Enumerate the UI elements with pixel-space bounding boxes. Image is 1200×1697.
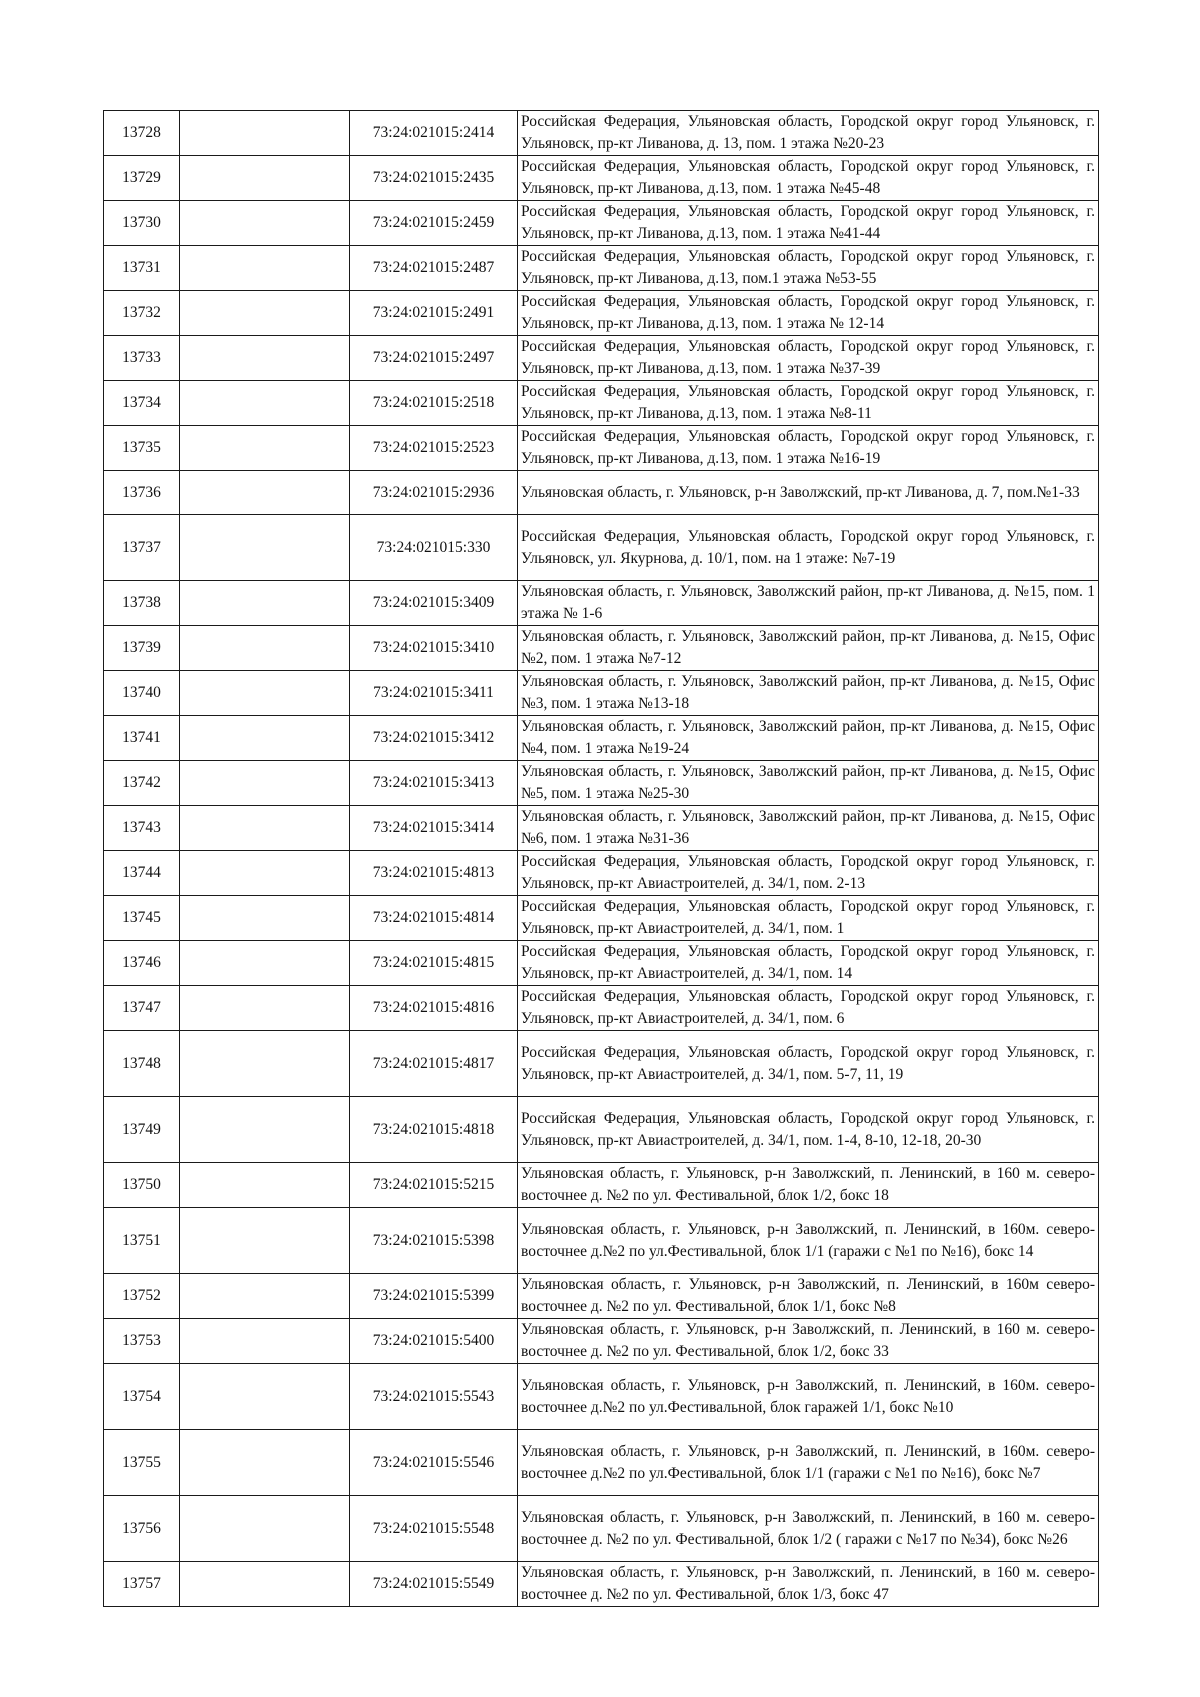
cadastral-number: 73:24:021015:2523 [350, 426, 518, 471]
row-number: 13757 [104, 1562, 180, 1607]
row-number: 13728 [104, 111, 180, 156]
cadastral-number: 73:24:021015:2518 [350, 381, 518, 426]
table-row [104, 986, 1099, 1031]
table-row [104, 111, 1099, 156]
address: Ульяновская область, г. Ульяновск, р-н Заволжский, п. Ленинский, в 160м. северо-восточнее д.№2 по ул.Фестивальной, блок гаражей 1/1, бокс №10 [518, 1364, 1099, 1430]
address: Российская Федерация, Ульяновская область, Городской округ город Ульяновск, г. Ульяновск, пр-кт Авиастроителей, д. 34/1, пом. 1 [518, 896, 1099, 941]
table-row [104, 1430, 1099, 1496]
empty-cell [180, 1562, 350, 1607]
table-row [104, 1496, 1099, 1562]
table-row [104, 626, 1099, 671]
row-number: 13740 [104, 671, 180, 716]
empty-cell [180, 1364, 350, 1430]
cadastral-number: 73:24:021015:4817 [350, 1031, 518, 1097]
table-row [104, 336, 1099, 381]
cadastral-number: 73:24:021015:2414 [350, 111, 518, 156]
cadastral-number: 73:24:021015:3413 [350, 761, 518, 806]
row-number: 13753 [104, 1319, 180, 1364]
row-number: 13754 [104, 1364, 180, 1430]
cadastral-number: 73:24:021015:4815 [350, 941, 518, 986]
table-row [104, 716, 1099, 761]
table-row [104, 941, 1099, 986]
table-row [104, 1097, 1099, 1163]
row-number: 13734 [104, 381, 180, 426]
table-row [104, 156, 1099, 201]
empty-cell [180, 336, 350, 381]
empty-cell [180, 111, 350, 156]
cadastral-number: 73:24:021015:5215 [350, 1163, 518, 1208]
address: Ульяновская область, г. Ульяновск, р-н Заволжский, п. Ленинский, в 160 м. северо-восточнее д. №2 по ул. Фестивальной, блок 1/2, бокс 33 [518, 1319, 1099, 1364]
address: Российская Федерация, Ульяновская область, Городской округ город Ульяновск, г. Ульяновск, пр-кт Авиастроителей, д. 34/1, пом. 6 [518, 986, 1099, 1031]
cadastral-number: 73:24:021015:5546 [350, 1430, 518, 1496]
row-number: 13731 [104, 246, 180, 291]
row-number: 13736 [104, 471, 180, 515]
empty-cell [180, 291, 350, 336]
row-number: 13730 [104, 201, 180, 246]
cadastral-number: 73:24:021015:2497 [350, 336, 518, 381]
row-number: 13729 [104, 156, 180, 201]
address: Ульяновская область, г. Ульяновск, р-н Заволжский, п. Ленинский, в 160м. северо-восточнее д.№2 по ул.Фестивальной, блок 1/1 (гаражи с №1 по №16), бокс 14 [518, 1208, 1099, 1274]
row-number: 13756 [104, 1496, 180, 1562]
address: Российская Федерация, Ульяновская область, Городской округ город Ульяновск, г. Ульяновск, пр-кт Ливанова, д.13, пом. 1 этажа № 12-14 [518, 291, 1099, 336]
empty-cell [180, 941, 350, 986]
row-number: 13735 [104, 426, 180, 471]
row-number: 13732 [104, 291, 180, 336]
empty-cell [180, 1274, 350, 1319]
table-row [104, 1364, 1099, 1430]
table-row [104, 1562, 1099, 1607]
table-row [104, 806, 1099, 851]
empty-cell [180, 581, 350, 626]
row-number: 13742 [104, 761, 180, 806]
row-number: 13755 [104, 1430, 180, 1496]
address: Ульяновская область, г. Ульяновск, р-н Заволжский, п. Ленинский, в 160 м. северо-восточнее д. №2 по ул. Фестивальной, блок 1/2, бокс 18 [518, 1163, 1099, 1208]
address: Ульяновская область, г. Ульяновск, р-н Заволжский, пр-кт Ливанова, д. 7, пом.№1-33 [518, 471, 1099, 515]
cadastral-number: 73:24:021015:2459 [350, 201, 518, 246]
table-row [104, 426, 1099, 471]
table-row [104, 471, 1099, 515]
address: Российская Федерация, Ульяновская область, Городской округ город Ульяновск, г. Ульяновск, пр-кт Авиастроителей, д. 34/1, пом. 14 [518, 941, 1099, 986]
cadastral-number: 73:24:021015:3410 [350, 626, 518, 671]
row-number: 13739 [104, 626, 180, 671]
empty-cell [180, 1430, 350, 1496]
table-row [104, 671, 1099, 716]
address: Российская Федерация, Ульяновская область, Городской округ город Ульяновск, г. Ульяновск, пр-кт Ливанова, д.13, пом. 1 этажа №37-39 [518, 336, 1099, 381]
cadastral-number: 73:24:021015:5400 [350, 1319, 518, 1364]
address: Ульяновская область, г. Ульяновск, р-н Заволжский, п. Ленинский, в 160 м. северо-восточнее д. №2 по ул. Фестивальной, блок 1/3, бокс 47 [518, 1562, 1099, 1607]
empty-cell [180, 1496, 350, 1562]
empty-cell [180, 716, 350, 761]
table-row [104, 515, 1099, 581]
empty-cell [180, 156, 350, 201]
row-number: 13743 [104, 806, 180, 851]
row-number: 13747 [104, 986, 180, 1031]
row-number: 13738 [104, 581, 180, 626]
table-row [104, 1319, 1099, 1364]
address: Российская Федерация, Ульяновская область, Городской округ город Ульяновск, г. Ульяновск, пр-кт Авиастроителей, д. 34/1, пом. 2-13 [518, 851, 1099, 896]
cadastral-number: 73:24:021015:4813 [350, 851, 518, 896]
empty-cell [180, 896, 350, 941]
cadastral-number: 73:24:021015:2435 [350, 156, 518, 201]
address: Ульяновская область, г. Ульяновск, Заволжский район, пр-кт Ливанова, д. №15, пом. 1 этажа № 1-6 [518, 581, 1099, 626]
cadastral-number: 73:24:021015:3414 [350, 806, 518, 851]
address: Ульяновская область, г. Ульяновск, р-н Заволжский, п. Ленинский, в 160м. северо-восточнее д.№2 по ул.Фестивальной, блок 1/1 (гаражи с №1 по №16), бокс №7 [518, 1430, 1099, 1496]
cadastral-number: 73:24:021015:5399 [350, 1274, 518, 1319]
row-number: 13746 [104, 941, 180, 986]
table-row [104, 896, 1099, 941]
empty-cell [180, 1163, 350, 1208]
row-number: 13744 [104, 851, 180, 896]
empty-cell [180, 761, 350, 806]
empty-cell [180, 1319, 350, 1364]
cadastral-number: 73:24:021015:4816 [350, 986, 518, 1031]
address: Российская Федерация, Ульяновская область, Городской округ город Ульяновск, г. Ульяновск, ул. Якурнова, д. 10/1, пом. на 1 этаже: №7-19 [518, 515, 1099, 581]
row-number: 13752 [104, 1274, 180, 1319]
address: Российская Федерация, Ульяновская область, Городской округ город Ульяновск, г. Ульяновск, пр-кт Ливанова, д.13, пом. 1 этажа №41-44 [518, 201, 1099, 246]
address: Российская Федерация, Ульяновская область, Городской округ город Ульяновск, г. Ульяновск, пр-кт Авиастроителей, д. 34/1, пом. 5-7, 11, 19 [518, 1031, 1099, 1097]
empty-cell [180, 851, 350, 896]
empty-cell [180, 806, 350, 851]
cadastral-number: 73:24:021015:2491 [350, 291, 518, 336]
table-row [104, 291, 1099, 336]
row-number: 13741 [104, 716, 180, 761]
address: Ульяновская область, г. Ульяновск, р-н Заволжский, п. Ленинский, в 160м северо-восточнее д. №2 по ул. Фестивальной, блок 1/1, бокс №8 [518, 1274, 1099, 1319]
address: Ульяновская область, г. Ульяновск, Заволжский район, пр-кт Ливанова, д. №15, Офис №6, пом. 1 этажа №31-36 [518, 806, 1099, 851]
table-row [104, 381, 1099, 426]
table-row [104, 201, 1099, 246]
table-row [104, 1163, 1099, 1208]
empty-cell [180, 515, 350, 581]
address: Ульяновская область, г. Ульяновск, р-н Заволжский, п. Ленинский, в 160 м. северо-восточнее д. №2 по ул. Фестивальной, блок 1/2 ( гаражи с №17 по №34), бокс №26 [518, 1496, 1099, 1562]
cadastral-number: 73:24:021015:4814 [350, 896, 518, 941]
cadastral-number: 73:24:021015:5549 [350, 1562, 518, 1607]
row-number: 13733 [104, 336, 180, 381]
row-number: 13745 [104, 896, 180, 941]
address: Российская Федерация, Ульяновская область, Городской округ город Ульяновск, г. Ульяновск, пр-кт Ливанова, д.13, пом. 1 этажа №45-48 [518, 156, 1099, 201]
cadastral-number: 73:24:021015:5543 [350, 1364, 518, 1430]
table-row [104, 1274, 1099, 1319]
address: Ульяновская область, г. Ульяновск, Заволжский район, пр-кт Ливанова, д. №15, Офис №3, пом. 1 этажа №13-18 [518, 671, 1099, 716]
empty-cell [180, 1031, 350, 1097]
table-row [104, 246, 1099, 291]
empty-cell [180, 426, 350, 471]
row-number: 13737 [104, 515, 180, 581]
table-row [104, 1031, 1099, 1097]
empty-cell [180, 201, 350, 246]
empty-cell [180, 1208, 350, 1274]
cadastral-number: 73:24:021015:2936 [350, 471, 518, 515]
cadastral-number: 73:24:021015:5398 [350, 1208, 518, 1274]
empty-cell [180, 381, 350, 426]
address: Российская Федерация, Ульяновская область, Городской округ город Ульяновск, г. Ульяновск, пр-кт Авиастроителей, д. 34/1, пом. 1-4, 8-10, 12-18, 20-30 [518, 1097, 1099, 1163]
table-row [104, 761, 1099, 806]
table-row [104, 851, 1099, 896]
cadastral-number: 73:24:021015:2487 [350, 246, 518, 291]
address: Ульяновская область, г. Ульяновск, Заволжский район, пр-кт Ливанова, д. №15, Офис №4, пом. 1 этажа №19-24 [518, 716, 1099, 761]
address: Ульяновская область, г. Ульяновск, Заволжский район, пр-кт Ливанова, д. №15, Офис №2, пом. 1 этажа №7-12 [518, 626, 1099, 671]
table-row [104, 1208, 1099, 1274]
row-number: 13750 [104, 1163, 180, 1208]
row-number: 13751 [104, 1208, 180, 1274]
empty-cell [180, 626, 350, 671]
empty-cell [180, 1097, 350, 1163]
table-row [104, 581, 1099, 626]
cadastral-number: 73:24:021015:3409 [350, 581, 518, 626]
property-registry-table [103, 110, 1099, 1607]
row-number: 13748 [104, 1031, 180, 1097]
empty-cell [180, 471, 350, 515]
cadastral-number: 73:24:021015:5548 [350, 1496, 518, 1562]
empty-cell [180, 671, 350, 716]
address: Российская Федерация, Ульяновская область, Городской округ город Ульяновск, г. Ульяновск, пр-кт Ливанова, д.13, пом. 1 этажа №8-11 [518, 381, 1099, 426]
cadastral-number: 73:24:021015:3411 [350, 671, 518, 716]
address: Российская Федерация, Ульяновская область, Городской округ город Ульяновск, г. Ульяновск, пр-кт Ливанова, д.13, пом. 1 этажа №16-19 [518, 426, 1099, 471]
row-number: 13749 [104, 1097, 180, 1163]
empty-cell [180, 986, 350, 1031]
address: Российская Федерация, Ульяновская область, Городской округ город Ульяновск, г. Ульяновск, пр-кт Ливанова, д. 13, пом. 1 этажа №20-23 [518, 111, 1099, 156]
cadastral-number: 73:24:021015:330 [350, 515, 518, 581]
address: Ульяновская область, г. Ульяновск, Заволжский район, пр-кт Ливанова, д. №15, Офис №5, пом. 1 этажа №25-30 [518, 761, 1099, 806]
cadastral-number: 73:24:021015:4818 [350, 1097, 518, 1163]
address: Российская Федерация, Ульяновская область, Городской округ город Ульяновск, г. Ульяновск, пр-кт Ливанова, д.13, пом.1 этажа №53-55 [518, 246, 1099, 291]
cadastral-number: 73:24:021015:3412 [350, 716, 518, 761]
empty-cell [180, 246, 350, 291]
